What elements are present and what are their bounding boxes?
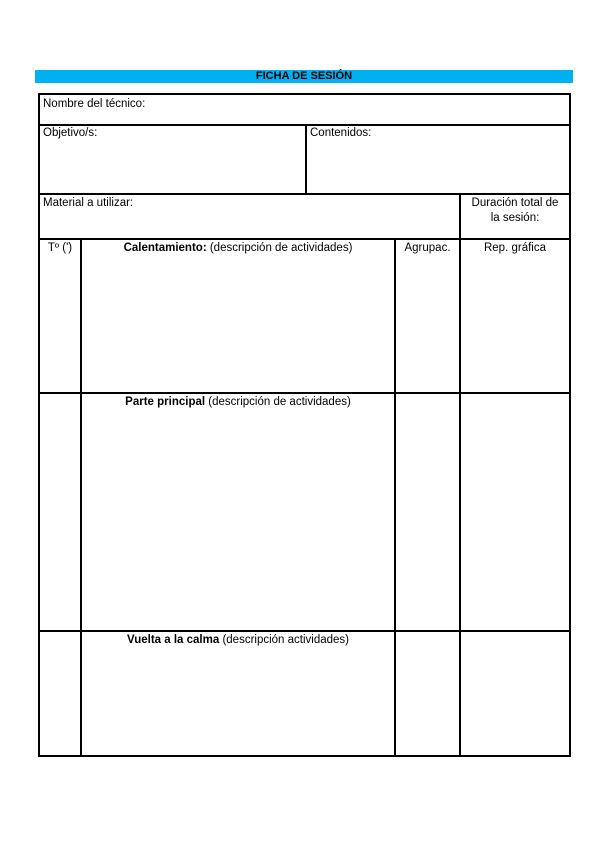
form-title: FICHA DE SESIÓN xyxy=(35,70,573,83)
divider-section2 xyxy=(40,392,569,394)
material-label: Material a utilizar: xyxy=(43,197,134,209)
time-column-header: Tº (') xyxy=(47,242,73,254)
divider-row3 xyxy=(40,238,569,240)
divider-time-col xyxy=(80,238,82,755)
warmup-description-hint: (descripción de actividades) xyxy=(206,242,353,254)
technician-name-label: Nombre del técnico: xyxy=(43,98,146,110)
session-form xyxy=(38,93,571,757)
main-part-description-hint: (descripción de actividades) xyxy=(205,396,351,408)
main-section-header xyxy=(82,395,394,410)
warmup-title: Calentamiento: xyxy=(123,242,207,254)
divider-grouping-col xyxy=(459,238,461,755)
divider-description-col xyxy=(394,238,396,755)
cooldown-section-header xyxy=(82,633,394,648)
technician-name-field[interactable] xyxy=(150,97,560,119)
warmup-description-field[interactable] xyxy=(84,258,389,388)
divider-section3 xyxy=(40,630,569,632)
duration-label-line1: Duración total de xyxy=(471,197,559,209)
main-part-description-field[interactable] xyxy=(84,412,389,626)
warmup-section-header xyxy=(82,241,394,256)
cooldown-description-hint: (descripción actividades) xyxy=(219,634,350,646)
duration-label-line2: la sesión: xyxy=(490,212,540,224)
grouping-column-header: Agrupac. xyxy=(404,242,451,254)
cooldown-description-field[interactable] xyxy=(84,650,389,750)
divider-objectives-contents xyxy=(305,124,307,193)
contents-field[interactable] xyxy=(310,141,565,189)
objectives-label: Objetivo/s: xyxy=(43,127,98,139)
divider-row2 xyxy=(40,193,569,195)
main-part-title: Parte principal xyxy=(125,396,206,408)
cooldown-title: Vuelta a la calma xyxy=(126,634,220,646)
graphic-column-header: Rep. gráfica xyxy=(483,242,546,254)
material-field[interactable] xyxy=(43,211,453,235)
contents-label: Contenidos: xyxy=(310,127,372,139)
objectives-field[interactable] xyxy=(43,141,298,189)
